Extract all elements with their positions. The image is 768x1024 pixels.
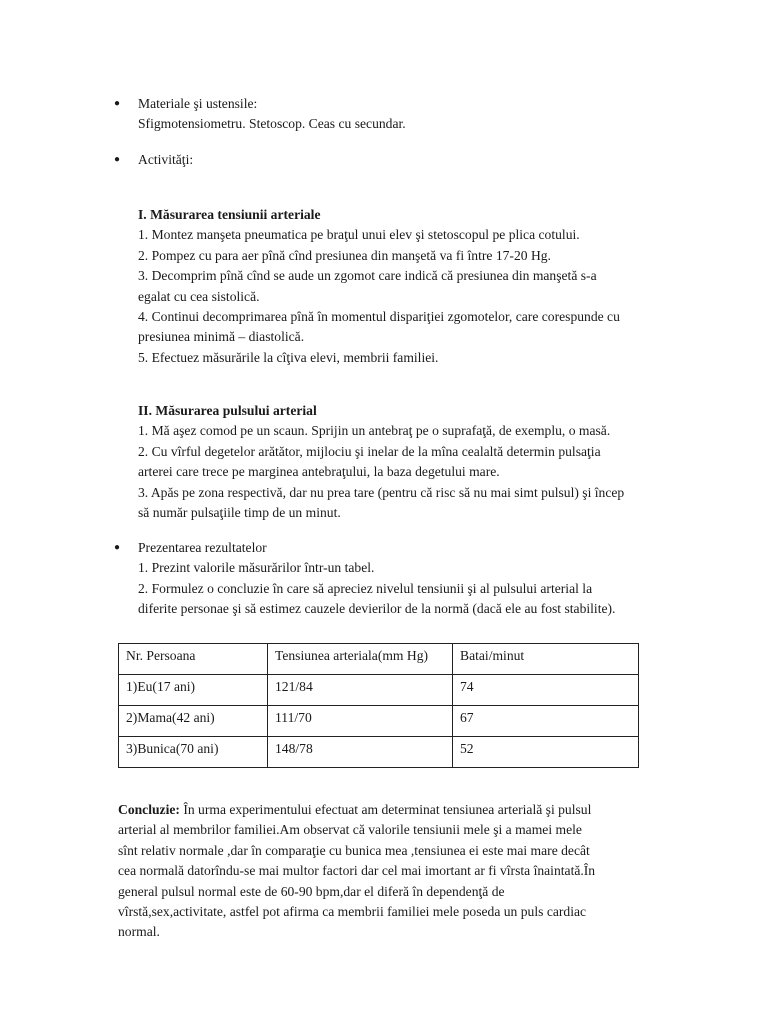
table-cell: 121/84	[268, 675, 453, 706]
table-header-row	[119, 644, 639, 675]
step-line: 2. Pompez cu para aer pînă cînd presiunea din manşetă va fi între 17-20 Hg.	[138, 247, 551, 263]
table-row	[119, 706, 639, 737]
table-header-cell: Nr. Persoana	[119, 644, 268, 675]
activities-section	[138, 150, 698, 170]
step-line: 5. Efectuez măsurările la cîţiva elevi, membrii familiei.	[138, 349, 439, 365]
section-title: I. Măsurarea tensiunii arteriale	[138, 207, 321, 222]
step-line: 2. Formulez o concluzie în care să apreciez nivelul tensiunii şi al pulsului arterial la	[138, 580, 593, 596]
table-cell: 3)Bunica(70 ani)	[119, 737, 268, 768]
materials-section	[138, 94, 698, 135]
table-cell: 52	[453, 737, 639, 768]
step-line: 3. Decomprim pînă cînd se aude un zgomot care indică că presiunea din manşetă s-a	[138, 268, 597, 284]
results-heading: Prezentarea rezultatelor	[138, 540, 267, 555]
table-header-cell: Batai/minut	[453, 644, 639, 675]
activities-heading: Activităţi:	[138, 152, 194, 167]
results-section	[138, 538, 698, 620]
materials-heading: Materiale şi ustensile:	[138, 96, 258, 111]
section-title: II. Măsurarea pulsului arterial	[138, 403, 317, 418]
table-cell: 74	[453, 675, 639, 706]
table-cell: 148/78	[268, 737, 453, 768]
step-line: 4. Continui decomprimarea pînă în momentul dispariţiei zgomotelor, care corespunde cu	[138, 309, 620, 325]
conclusion-line: normal.	[118, 924, 160, 940]
conclusion-line: sînt relativ normale ,dar în comparaţie cu bunica mea ,tensiunea ei este mai mare decât	[118, 842, 590, 858]
results-table	[118, 643, 639, 768]
step-line: arterei care trece pe marginea antebraţului, la baza degetului mare.	[138, 464, 500, 480]
materials-list: Sfigmotensiometru. Stetoscop. Ceas cu secundar.	[138, 116, 406, 132]
table-cell: 111/70	[268, 706, 453, 737]
table-row	[119, 737, 639, 768]
table-header-cell: Tensiunea arteriala(mm Hg)	[268, 644, 453, 675]
conclusion-line: general pulsul normal este de 60-90 bpm,dar el diferă în dependenţă de	[118, 883, 505, 899]
conclusion-section	[118, 800, 678, 943]
conclusion-line: cea normală datorîndu-se mai multor factori dar cel mai imortant ar fi vîrsta înaintată.În	[118, 863, 596, 879]
step-line: să număr pulsaţiile timp de un minut.	[138, 505, 341, 521]
step-line: presiunea minimă – diastolică.	[138, 329, 305, 345]
conclusion-label: Concluzie:	[118, 802, 180, 817]
conclusion-text: În urma experimentului efectuat am determinat tensiunea arterială şi pulsul	[179, 802, 592, 817]
blood-pressure-section	[138, 205, 698, 368]
step-line: egalat cu cea sistolică.	[138, 288, 260, 304]
table-row	[119, 675, 639, 706]
bullet-icon: ●	[114, 542, 121, 553]
table-cell: 2)Mama(42 ani)	[119, 706, 268, 737]
step-line: diferite personae şi să estimez cauzele devierilor de la normă (dacă ele au fost stabilite).	[138, 601, 616, 617]
pulse-section	[138, 401, 698, 523]
step-line: 3. Apăs pe zona respectivă, dar nu prea tare (pentru că risc să nu mai simt pulsul) şi încep	[138, 484, 625, 500]
table-cell: 1)Eu(17 ani)	[119, 675, 268, 706]
table-cell: 67	[453, 706, 639, 737]
bullet-icon: ●	[114, 98, 121, 109]
step-line: 1. Mă aşez comod pe un scaun. Sprijin un antebraţ pe o suprafaţă, de exemplu, o masă.	[138, 423, 611, 439]
conclusion-line: arterial al membrilor familiei.Am observat că valorile tensiunii mele şi a mamei mele	[118, 822, 582, 838]
conclusion-first-line	[118, 800, 678, 820]
step-line: 1. Montez manşeta pneumatica pe braţul unui elev şi stetoscopul pe plica cotului.	[138, 227, 580, 243]
bullet-icon: ●	[114, 154, 121, 165]
conclusion-line: vîrstă,sex,activitate, astfel pot afirma ca membrii familiei mele poseda un puls cardiac	[118, 904, 587, 920]
step-line: 2. Cu vîrful degetelor arătător, mijlociu şi inelar de la mîna cealaltă determin pulsaţia	[138, 443, 601, 459]
step-line: 1. Prezint valorile măsurărilor într-un tabel.	[138, 560, 375, 576]
